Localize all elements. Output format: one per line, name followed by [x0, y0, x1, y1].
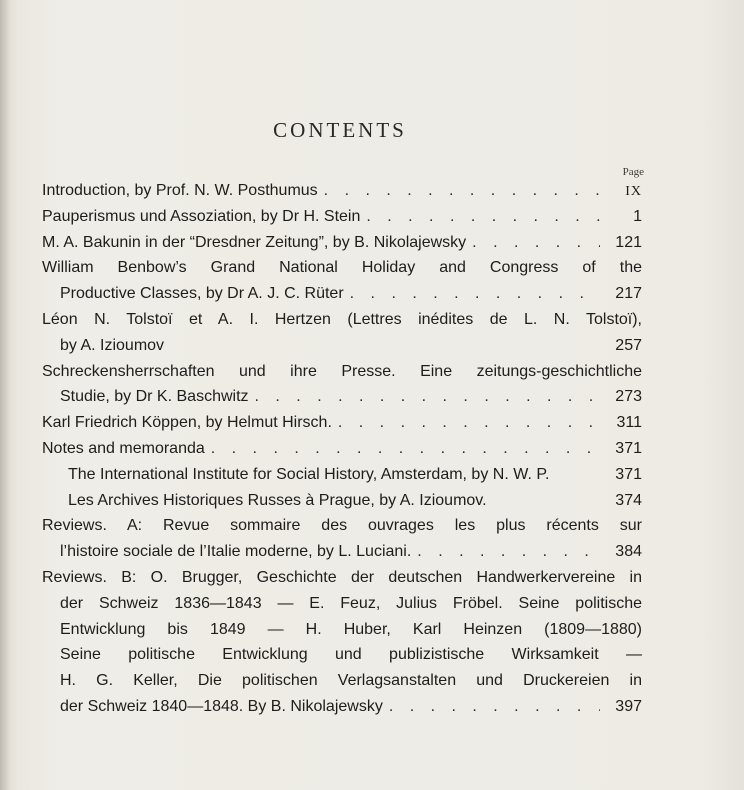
entry-title: Pauperismus und Assoziation, by Dr H. Stein — [42, 207, 361, 225]
dot-leader — [332, 410, 600, 436]
entry-title: The International Institute for Social History, Amsterdam, by N. W. P. — [68, 465, 550, 483]
entry-title-continued: l’histoire sociale de l’Italie moderne, by L. Luciani. — [60, 543, 412, 561]
entry-title: Schreckensherrschaften und ihre Presse. Eine zeitungs-geschichtliche — [42, 362, 642, 380]
toc-entry-reviews-a — [42, 513, 642, 565]
entry-title-continued: Studie, by Dr K. Baschwitz — [60, 388, 249, 406]
toc-entry-notes — [42, 436, 642, 462]
entry-page: IX — [625, 184, 642, 199]
entry-page: 384 — [615, 543, 642, 561]
toc-entry-reviews-b — [42, 565, 642, 720]
toc-entry-tolstoi-hertzen — [42, 307, 642, 359]
toc-entry-bakunin — [42, 230, 642, 256]
dot-leader — [466, 230, 600, 256]
entry-page: 217 — [615, 285, 642, 303]
entry-title: Les Archives Historiques Russes à Prague, by A. Izioumov. — [68, 491, 487, 509]
entry-title: Karl Friedrich Köppen, by Helmut Hirsch. — [42, 414, 332, 432]
page-title: CONTENTS — [273, 118, 407, 142]
entry-title-continued: by A. Izioumov — [60, 336, 165, 354]
toc-entry-introduction — [42, 178, 642, 204]
entry-title: M. A. Bakunin in der “Dresdner Zeitung”, by B. Nikolajewsky — [42, 233, 467, 251]
entry-page: 257 — [615, 336, 642, 354]
bleed-through-mark — [0, 408, 8, 422]
table-of-contents — [42, 178, 642, 720]
dot-leader — [383, 694, 600, 720]
entry-title-continued: der Schweiz 1840—1848. By B. Nikolajewsky — [60, 697, 383, 715]
dot-leader — [318, 178, 600, 204]
entry-page: 397 — [615, 697, 642, 715]
toc-entry-schreckensherrschaften — [42, 359, 642, 411]
dot-leader — [360, 204, 600, 230]
dot-leader — [249, 384, 600, 410]
entry-title-continued: Productive Classes, by Dr A. J. C. Rüter — [60, 285, 344, 303]
entry-page: 1 — [633, 207, 642, 225]
entry-page: 311 — [616, 414, 642, 432]
entry-title: Notes and memoranda — [42, 439, 205, 457]
dot-leader — [344, 281, 600, 307]
entry-title: Reviews. B: O. Brugger, Geschichte der deutschen Handwerkervereine in — [42, 568, 642, 586]
toc-subentry-iish — [42, 462, 642, 488]
page-column-header: Page — [622, 166, 644, 178]
entry-page: 273 — [615, 388, 642, 406]
entry-page: 374 — [615, 491, 642, 509]
entry-page: 371 — [615, 439, 642, 457]
entry-title: Léon N. Tolstoï et A. I. Hertzen (Lettres inédites de L. N. Tolstoï), — [42, 310, 642, 328]
dot-leader — [411, 539, 600, 565]
entry-page: 121 — [615, 233, 642, 251]
entry-title: Reviews. A: Revue sommaire des ouvrages les plus récents sur — [42, 517, 642, 535]
toc-entry-pauperismus — [42, 204, 642, 230]
entry-title-continued: H. G. Keller, Die politischen Verlagsanstalten und Druckereien in — [60, 672, 642, 690]
entry-title: Introduction, by Prof. N. W. Posthumus — [42, 182, 318, 199]
dot-leader — [205, 436, 600, 462]
toc-entry-benbow — [42, 255, 642, 307]
entry-page: 371 — [615, 465, 642, 483]
entry-title: William Benbow’s Grand National Holiday and Congress of the — [42, 259, 642, 277]
entry-title-continued: Entwicklung bis 1849 — H. Huber, Karl Heinzen (1809—1880) — [60, 620, 642, 638]
entry-title-continued: der Schweiz 1836—1843 — E. Feuz, Julius Fröbel. Seine politische — [60, 594, 642, 612]
toc-subentry-archives-prague — [42, 488, 642, 514]
entry-title-continued: Seine politische Entwicklung und publizistische Wirksamkeit — — [60, 646, 642, 664]
toc-entry-koppen — [42, 410, 642, 436]
